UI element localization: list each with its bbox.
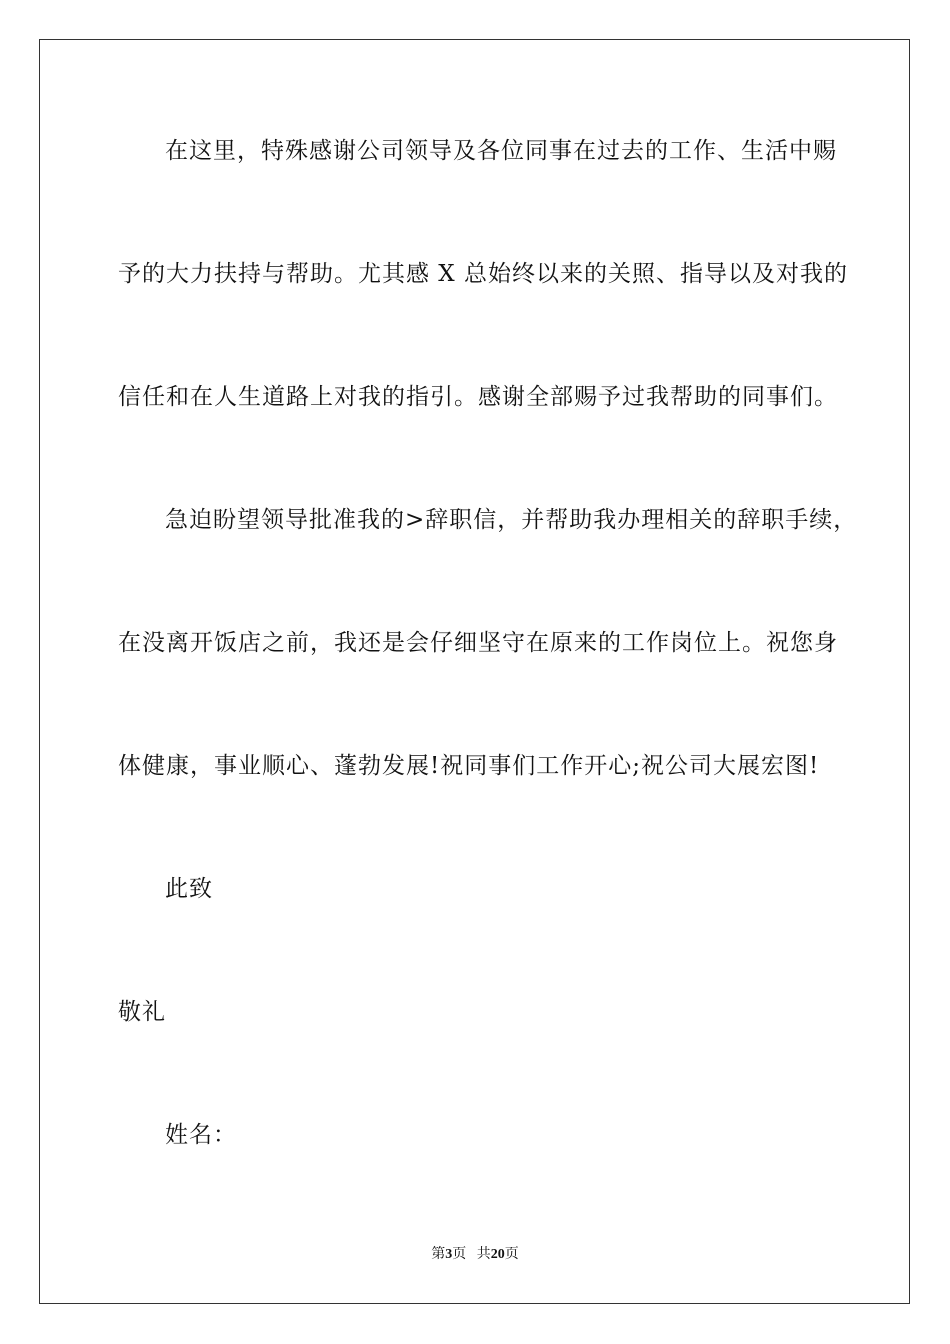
footer-total-prefix: 共: [476, 1247, 491, 1262]
closing-salutation: 此致: [165, 876, 213, 902]
paragraph-line-4: 急迫盼望领导批准我的>辞职信，并帮助我办理相关的辞职手续，: [165, 507, 858, 533]
footer-total-number: 20: [490, 1247, 505, 1262]
page-border: [39, 39, 910, 1304]
paragraph-line-1: 在这里，特殊感谢公司领导及各位同事在过去的工作、生活中赐: [165, 138, 837, 164]
signature-name-label: 姓名：: [165, 1122, 237, 1148]
closing-regards: 敬礼: [118, 999, 166, 1025]
footer-total-suffix: 页: [504, 1247, 519, 1262]
page-footer: [0, 1246, 950, 1264]
paragraph-line-3: 信任和在人生道路上对我的指引。感谢全部赐予过我帮助的同事们。: [118, 384, 838, 410]
paragraph-line-5: 在没离开饭店之前，我还是会仔细坚守在原来的工作岗位上。祝您身: [118, 630, 838, 656]
footer-page-suffix: 页: [452, 1247, 467, 1262]
footer-page-prefix: 第: [431, 1247, 446, 1262]
paragraph-line-2: 予的大力扶持与帮助。尤其感 X 总始终以来的关照、指导以及对我的: [118, 261, 848, 287]
paragraph-line-6: 体健康，事业顺心、蓬勃发展!祝同事们工作开心;祝公司大展宏图!: [118, 753, 820, 779]
footer-page-number: 3: [445, 1247, 453, 1262]
